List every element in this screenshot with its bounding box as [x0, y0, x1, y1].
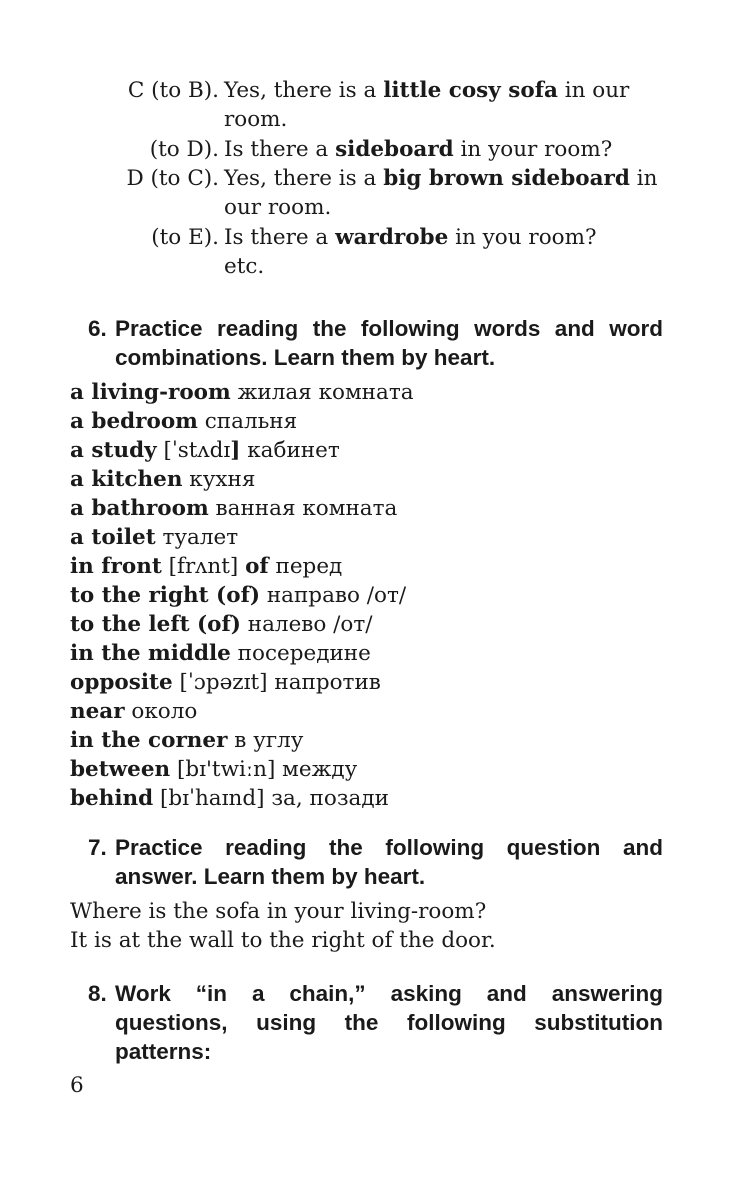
bold-term: in the corner — [70, 728, 228, 753]
dialogue-text — [224, 223, 597, 252]
text-fragment: room. — [224, 107, 288, 133]
heading-line: Practice reading the following question and — [115, 835, 663, 860]
dialogue-text — [224, 76, 629, 105]
bold-term: opposite — [70, 670, 173, 695]
exercise-7-heading — [88, 833, 663, 891]
heading-line: patterns: — [115, 1039, 212, 1064]
bold-term: ] — [230, 438, 241, 463]
bold-term: little cosy sofa — [383, 78, 558, 103]
text-fragment: Yes, there is a — [224, 78, 384, 103]
bold-term: a living-room — [70, 380, 231, 405]
vocabulary-item — [70, 494, 414, 523]
vocabulary-item — [70, 784, 414, 813]
exercise-8-heading — [88, 979, 663, 1066]
text-fragment: налево /от/ — [240, 612, 373, 637]
heading-line: combinations. Learn them by heart. — [115, 345, 496, 370]
vocabulary-item — [70, 697, 414, 726]
speaker-label: (to E). — [151, 224, 219, 250]
bold-term: sideboard — [335, 136, 454, 162]
exercise-number: 7. — [88, 835, 107, 860]
text-fragment: [ — [156, 438, 172, 463]
text-fragment: [bɪ'twiːn] между — [170, 757, 358, 782]
dialogue-line — [0, 105, 739, 134]
speaker-label: C (to B). — [127, 78, 219, 103]
dialogue-line — [0, 135, 739, 164]
vocabulary-item — [70, 581, 414, 610]
bold-term: a toilet — [70, 525, 156, 550]
page-number: 6 — [70, 1073, 84, 1098]
vocabulary-item — [70, 552, 414, 581]
text-fragment: in our — [557, 78, 630, 103]
bold-term: to the right (of) — [70, 583, 260, 608]
text-fragment: in you room? — [448, 224, 597, 250]
bold-term: near — [70, 699, 125, 724]
bold-term: of — [245, 554, 269, 579]
text-fragment: [ˈɔpəzɪt] напротив — [172, 670, 381, 695]
text-fragment: Yes, there is a — [224, 165, 384, 191]
exercise-number: 6. — [88, 316, 107, 341]
vocabulary-item — [70, 523, 414, 552]
text-fragment: жилая комната — [230, 380, 414, 405]
text-fragment: туалет — [155, 525, 239, 550]
bold-term: big brown sideboard — [383, 165, 630, 191]
dialogue-text — [224, 135, 612, 164]
text-fragment: [frʌnt] — [161, 554, 246, 579]
dialogue-text — [224, 252, 264, 281]
exercise-number: 8. — [88, 981, 107, 1006]
text-fragment: our room. — [224, 195, 332, 221]
heading-line: questions, using the following substitution — [115, 1010, 663, 1035]
vocabulary-item — [70, 465, 414, 494]
dialogue-line — [0, 223, 739, 252]
question-answer — [70, 897, 496, 955]
bold-term: a kitchen — [70, 467, 183, 492]
text-fragment: ˈstʌdɪ — [171, 438, 231, 463]
bold-term: a bedroom — [70, 409, 198, 434]
speaker-label: D (to C). — [126, 165, 219, 191]
vocabulary-item — [70, 436, 414, 465]
text-fragment: кухня — [182, 467, 256, 492]
vocabulary-item — [70, 726, 414, 755]
text-fragment: кабинет — [240, 438, 340, 463]
vocabulary-item — [70, 378, 414, 407]
text-fragment: около — [124, 699, 198, 724]
dialogue-line — [0, 164, 739, 193]
vocabulary-item — [70, 407, 414, 436]
bold-term: behind — [70, 786, 154, 811]
dialogue-line — [0, 193, 739, 222]
text-fragment: ванная комната — [208, 496, 398, 521]
vocabulary-item — [70, 668, 414, 697]
dialogue-line — [0, 252, 739, 281]
text-fragment: Is there a — [224, 224, 336, 250]
bold-term: in front — [70, 554, 162, 579]
vocabulary-list — [70, 378, 414, 813]
bold-term: a study — [70, 438, 157, 463]
heading-line: answer. Learn them by heart. — [115, 864, 426, 889]
heading-line: Practice reading the following words and word — [115, 316, 663, 341]
bold-term: a bathroom — [70, 496, 209, 521]
text-fragment: посередине — [230, 641, 371, 666]
bold-term: to the left (of) — [70, 612, 241, 637]
text-fragment: спальня — [197, 409, 298, 434]
speaker-label: (to D). — [149, 136, 219, 162]
text-fragment: Is there a — [224, 136, 336, 162]
text-fragment: перед — [268, 554, 343, 579]
exercise-6-heading — [88, 314, 663, 372]
vocabulary-item — [70, 639, 414, 668]
dialogue-text — [224, 105, 287, 134]
dialogue-text — [224, 193, 331, 222]
text-fragment: направо /от/ — [260, 583, 407, 608]
vocabulary-item — [70, 610, 414, 639]
heading-line: Work “in a chain,” asking and answering — [115, 981, 663, 1006]
vocabulary-item — [70, 755, 414, 784]
text-fragment: in — [629, 165, 658, 191]
text-fragment: [bɪˈhaɪnd] за, позади — [153, 786, 389, 811]
text-fragment: in your room? — [453, 136, 613, 162]
dialogue-line — [0, 76, 739, 105]
bold-term: between — [70, 757, 171, 782]
answer-line: It is at the wall to the right of the door. — [70, 928, 496, 953]
text-fragment: в углу — [227, 728, 304, 753]
bold-term: wardrobe — [335, 224, 449, 250]
question-line: Where is the sofa in your living-room? — [70, 899, 487, 924]
text-fragment: etc. — [224, 253, 265, 279]
dialogue-text — [224, 164, 657, 193]
bold-term: in the middle — [70, 641, 231, 666]
